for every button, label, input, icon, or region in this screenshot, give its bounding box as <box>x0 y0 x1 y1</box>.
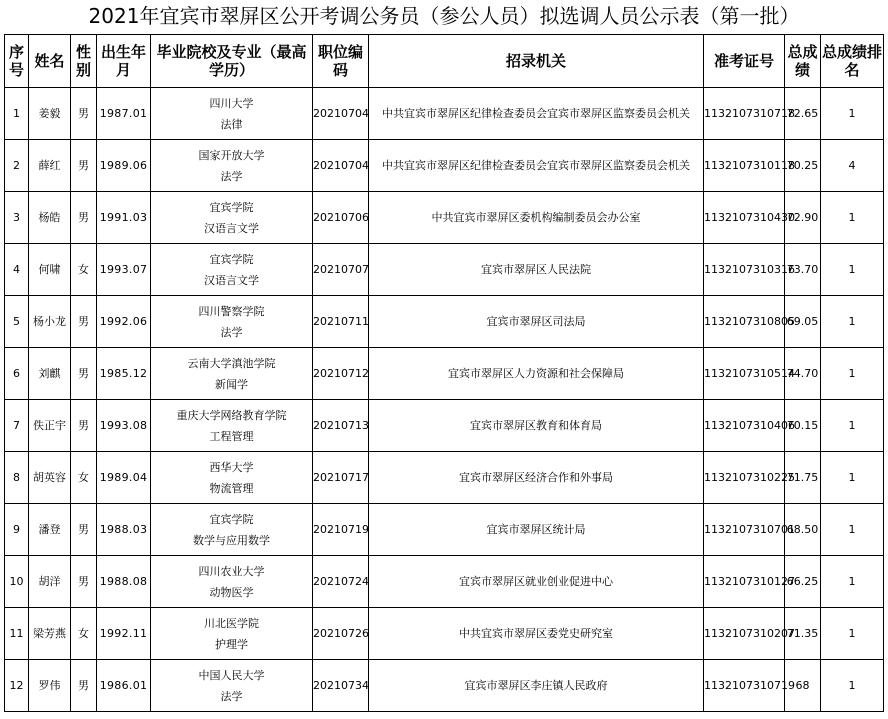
table-row <box>5 608 884 660</box>
cell-position-code: 20210712 <box>313 348 369 400</box>
cell-seq: 8 <box>5 452 29 504</box>
cell-major: 物流管理 <box>209 481 254 495</box>
cell-name: 杨皓 <box>29 192 71 244</box>
header-recruiting-organ: 招录机关 <box>369 35 704 88</box>
table-row <box>5 88 884 140</box>
cell-school: 云南大学滇池学院 <box>187 356 276 370</box>
table-row <box>5 348 884 400</box>
cell-seq: 7 <box>5 400 29 452</box>
cell-name: 佚正宇 <box>29 400 71 452</box>
header-seq: 序号 <box>5 35 29 88</box>
cell-total-rank: 1 <box>821 348 884 400</box>
cell-seq: 6 <box>5 348 29 400</box>
cell-position-code: 20210706 <box>313 192 369 244</box>
table-row <box>5 140 884 192</box>
cell-gender: 男 <box>71 556 97 608</box>
cell-school: 宜宾学院 <box>209 512 254 526</box>
header-total-rank: 总成绩排名 <box>821 35 884 88</box>
cell-gender: 男 <box>71 192 97 244</box>
cell-gender: 男 <box>71 140 97 192</box>
cell-seq: 3 <box>5 192 29 244</box>
cell-position-code: 20210704 <box>313 140 369 192</box>
cell-seq: 12 <box>5 660 29 712</box>
cell-recruiting-organ: 中共宜宾市翠屏区纪律检查委员会宜宾市翠屏区监察委员会机关 <box>369 88 704 140</box>
cell-total-score: 70.15 <box>785 400 821 452</box>
cell-position-code: 20210724 <box>313 556 369 608</box>
header-birth: 出生年月 <box>97 35 151 88</box>
cell-total-rank: 1 <box>821 608 884 660</box>
cell-total-rank: 1 <box>821 660 884 712</box>
cell-major: 新闻学 <box>215 377 248 391</box>
cell-school-major <box>151 88 313 140</box>
cell-major: 法学 <box>220 169 243 183</box>
cell-gender: 女 <box>71 452 97 504</box>
header-position-code: 职位编码 <box>313 35 369 88</box>
cell-total-score: 71.35 <box>785 608 821 660</box>
cell-name: 薛红 <box>29 140 71 192</box>
cell-total-rank: 1 <box>821 192 884 244</box>
cell-school-major <box>151 140 313 192</box>
cell-school-major <box>151 400 313 452</box>
cell-recruiting-organ: 中共宜宾市翠屏区纪律检查委员会宜宾市翠屏区监察委员会机关 <box>369 140 704 192</box>
cell-school: 重庆大学网络教育学院 <box>176 408 287 422</box>
table-row <box>5 192 884 244</box>
cell-total-score: 70.25 <box>785 140 821 192</box>
page-title: 2021年宜宾市翠屏区公开考调公务员（参公人员）拟选调人员公示表（第一批） <box>88 4 800 28</box>
table-row <box>5 660 884 712</box>
cell-name: 刘麒 <box>29 348 71 400</box>
cell-recruiting-organ: 宜宾市翠屏区教育和体育局 <box>369 400 704 452</box>
cell-total-rank: 1 <box>821 452 884 504</box>
cell-total-score: 69.05 <box>785 296 821 348</box>
cell-school: 四川警察学院 <box>198 304 265 318</box>
cell-birth: 1987.01 <box>97 88 151 140</box>
cell-seq: 4 <box>5 244 29 296</box>
cell-major: 动物医学 <box>209 585 254 599</box>
cell-school-major <box>151 556 313 608</box>
header-exam-number: 准考证号 <box>704 35 785 88</box>
table-row <box>5 400 884 452</box>
table-row <box>5 296 884 348</box>
cell-gender: 男 <box>71 296 97 348</box>
cell-total-rank: 1 <box>821 296 884 348</box>
cell-birth: 1992.11 <box>97 608 151 660</box>
cell-major: 工程管理 <box>209 429 254 443</box>
cell-position-code: 20210726 <box>313 608 369 660</box>
cell-total-score: 66.25 <box>785 556 821 608</box>
cell-total-score: 68.50 <box>785 504 821 556</box>
cell-total-score: 68 <box>785 660 821 712</box>
cell-position-code: 20210734 <box>313 660 369 712</box>
cell-total-rank: 1 <box>821 88 884 140</box>
cell-birth: 1989.04 <box>97 452 151 504</box>
cell-school-major <box>151 244 313 296</box>
header-name: 姓名 <box>29 35 71 88</box>
table-row <box>5 452 884 504</box>
cell-exam-number: 1132107310701 <box>704 504 785 556</box>
header-total-score: 总成绩 <box>785 35 821 88</box>
cell-school-major <box>151 608 313 660</box>
cell-gender: 女 <box>71 608 97 660</box>
cell-school-major <box>151 504 313 556</box>
cell-name: 姜毅 <box>29 88 71 140</box>
cell-position-code: 20210704 <box>313 88 369 140</box>
cell-exam-number: 1132107310207 <box>704 608 785 660</box>
cell-exam-number: 1132107310316 <box>704 244 785 296</box>
cell-exam-number: 1132107310127 <box>704 556 785 608</box>
cell-major: 汉语言文学 <box>204 273 259 287</box>
cell-birth: 1993.08 <box>97 400 151 452</box>
cell-gender: 男 <box>71 88 97 140</box>
cell-recruiting-organ: 中共宜宾市翠屏区委党史研究室 <box>369 608 704 660</box>
cell-seq: 1 <box>5 88 29 140</box>
cell-position-code: 20210707 <box>313 244 369 296</box>
cell-total-score: 74.70 <box>785 348 821 400</box>
cell-school: 四川农业大学 <box>198 564 265 578</box>
cell-total-score: 72.90 <box>785 192 821 244</box>
cell-school-major <box>151 192 313 244</box>
cell-exam-number: 1132107310225 <box>704 452 785 504</box>
cell-seq: 11 <box>5 608 29 660</box>
cell-exam-number: 1132107310430 <box>704 192 785 244</box>
cell-birth: 1986.01 <box>97 660 151 712</box>
cell-birth: 1988.03 <box>97 504 151 556</box>
cell-recruiting-organ: 宜宾市翠屏区人力资源和社会保障局 <box>369 348 704 400</box>
cell-seq: 9 <box>5 504 29 556</box>
cell-exam-number: 1132107310118 <box>704 140 785 192</box>
cell-school: 四川大学 <box>209 96 254 110</box>
cell-name: 何啸 <box>29 244 71 296</box>
cell-birth: 1992.06 <box>97 296 151 348</box>
cell-position-code: 20210719 <box>313 504 369 556</box>
cell-position-code: 20210713 <box>313 400 369 452</box>
cell-major: 汉语言文学 <box>204 221 259 235</box>
cell-recruiting-organ: 宜宾市翠屏区李庄镇人民政府 <box>369 660 704 712</box>
cell-major: 法律 <box>220 117 243 131</box>
cell-name: 梁芳燕 <box>29 608 71 660</box>
cell-major: 护理学 <box>215 637 248 651</box>
cell-school-major <box>151 452 313 504</box>
cell-school: 西华大学 <box>209 460 254 474</box>
candidate-table <box>4 34 884 712</box>
cell-seq: 10 <box>5 556 29 608</box>
cell-birth: 1985.12 <box>97 348 151 400</box>
cell-major: 法学 <box>220 325 243 339</box>
cell-recruiting-organ: 宜宾市翠屏区经济合作和外事局 <box>369 452 704 504</box>
cell-exam-number: 1132107310719 <box>704 660 785 712</box>
cell-total-rank: 4 <box>821 140 884 192</box>
cell-gender: 男 <box>71 348 97 400</box>
cell-position-code: 20210711 <box>313 296 369 348</box>
cell-gender: 男 <box>71 400 97 452</box>
cell-birth: 1989.06 <box>97 140 151 192</box>
cell-exam-number: 1132107310805 <box>704 296 785 348</box>
cell-total-rank: 1 <box>821 244 884 296</box>
cell-birth: 1991.03 <box>97 192 151 244</box>
cell-name: 胡英容 <box>29 452 71 504</box>
cell-recruiting-organ: 宜宾市翠屏区人民法院 <box>369 244 704 296</box>
cell-major: 数学与应用数学 <box>193 533 270 547</box>
cell-school-major <box>151 660 313 712</box>
table-row <box>5 504 884 556</box>
cell-total-score: 72.65 <box>785 88 821 140</box>
cell-school-major <box>151 296 313 348</box>
cell-name: 胡洋 <box>29 556 71 608</box>
cell-total-score: 71.75 <box>785 452 821 504</box>
cell-gender: 男 <box>71 660 97 712</box>
cell-exam-number: 1132107310406 <box>704 400 785 452</box>
cell-seq: 2 <box>5 140 29 192</box>
cell-recruiting-organ: 宜宾市翠屏区统计局 <box>369 504 704 556</box>
cell-school: 中国人民大学 <box>198 668 265 682</box>
header-school: 毕业院校及专业（最高学历） <box>151 35 313 88</box>
cell-total-score: 73.70 <box>785 244 821 296</box>
cell-gender: 女 <box>71 244 97 296</box>
cell-major: 法学 <box>220 689 243 703</box>
cell-exam-number: 1132107310514 <box>704 348 785 400</box>
cell-total-rank: 1 <box>821 400 884 452</box>
cell-school: 宜宾学院 <box>209 200 254 214</box>
cell-name: 杨小龙 <box>29 296 71 348</box>
cell-recruiting-organ: 中共宜宾市翠屏区委机构编制委员会办公室 <box>369 192 704 244</box>
cell-gender: 男 <box>71 504 97 556</box>
cell-school-major <box>151 348 313 400</box>
cell-recruiting-organ: 宜宾市翠屏区司法局 <box>369 296 704 348</box>
cell-school: 宜宾学院 <box>209 252 254 266</box>
cell-total-rank: 1 <box>821 504 884 556</box>
cell-recruiting-organ: 宜宾市翠屏区就业创业促进中心 <box>369 556 704 608</box>
cell-school: 川北医学院 <box>204 616 259 630</box>
cell-name: 潘登 <box>29 504 71 556</box>
header-gender: 性别 <box>71 35 97 88</box>
cell-total-rank: 1 <box>821 556 884 608</box>
cell-school: 国家开放大学 <box>198 148 265 162</box>
cell-name: 罗伟 <box>29 660 71 712</box>
cell-position-code: 20210717 <box>313 452 369 504</box>
cell-birth: 1993.07 <box>97 244 151 296</box>
table-row <box>5 244 884 296</box>
cell-exam-number: 1132107310718 <box>704 88 785 140</box>
header-row <box>5 35 884 88</box>
cell-birth: 1988.08 <box>97 556 151 608</box>
cell-seq: 5 <box>5 296 29 348</box>
table-row <box>5 556 884 608</box>
